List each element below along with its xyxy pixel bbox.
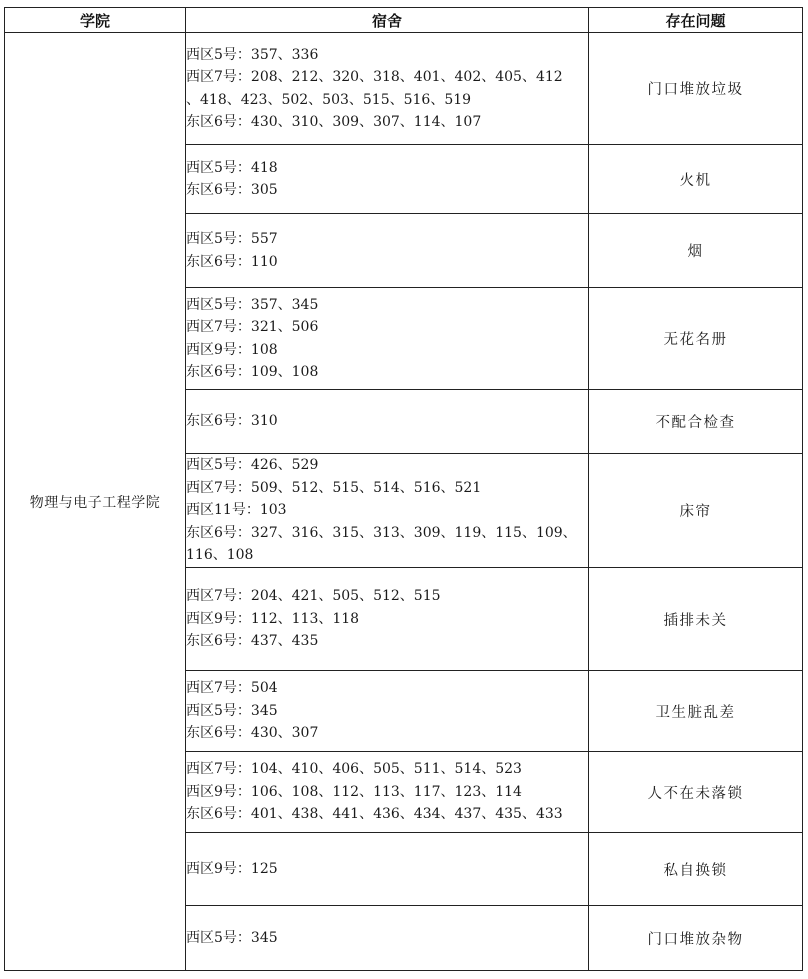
dorm-line: 西区7号：321、506 [186, 319, 319, 335]
dorm-line: 西区5号：557 [186, 231, 278, 247]
header-dorm: 宿舍 [186, 8, 589, 33]
dorm-cell [186, 390, 589, 454]
dorm-line: 、418、423、502、503、515、516、519 [186, 91, 472, 108]
dorm-line: 东区6号：430、307 [186, 725, 319, 742]
dorm-line: 西区9号：125 [186, 860, 278, 877]
dorm-line: 西区7号：204、421、505、512、515 [186, 588, 441, 605]
header-issue: 存在问题 [589, 8, 803, 33]
dorm-cell [186, 833, 589, 906]
dorm-line: 西区5号：345 [186, 929, 278, 946]
dorm-line: 东区6号：109、108 [186, 364, 319, 380]
dorm-cell [186, 288, 589, 390]
dorm-cell [186, 454, 589, 568]
dorm-line: 东区6号：401、438、441、436、434、437、435、433 [186, 806, 563, 823]
dorm-line: 东区6号：110 [186, 253, 278, 270]
issue-cell: 卫生脏乱差 [589, 671, 803, 752]
dorm-cell [186, 906, 589, 971]
dorm-line: 116、108 [186, 547, 254, 564]
dorm-cell [186, 568, 589, 671]
issue-cell: 无花名册 [589, 288, 803, 390]
dorm-cell [186, 33, 589, 145]
dorm-line: 东区6号：430、310、309、307、114、107 [186, 114, 482, 130]
college-cell: 物理与电子工程学院 [5, 33, 186, 971]
table-body [5, 33, 803, 971]
dorm-line: 西区5号：357、345 [186, 296, 319, 313]
dorm-line: 西区5号：345 [186, 702, 278, 719]
dorm-line: 东区6号：305 [186, 182, 278, 198]
dorm-line: 东区6号：437、435 [186, 633, 319, 650]
dorm-line: 西区7号：509、512、515、514、516、521 [186, 479, 482, 496]
dorm-line: 东区6号：310 [186, 413, 278, 430]
issue-cell: 床帘 [589, 454, 803, 568]
dorm-line: 西区5号：357、336 [186, 46, 319, 63]
dorm-line: 西区7号：504 [186, 680, 278, 697]
dorm-line: 西区7号：208、212、320、318、401、402、405、412 [186, 69, 563, 85]
issue-cell: 私自换锁 [589, 833, 803, 906]
dorm-line: 西区9号：108 [186, 341, 278, 358]
issue-cell: 门口堆放杂物 [589, 906, 803, 971]
issue-cell: 烟 [589, 214, 803, 288]
dorm-cell [186, 214, 589, 288]
inspection-table [4, 7, 803, 971]
dorm-line: 西区11号：103 [186, 502, 287, 519]
dorm-cell [186, 145, 589, 214]
dorm-line: 西区5号：418 [186, 159, 278, 176]
dorm-line: 西区7号：104、410、406、505、511、514、523 [186, 761, 522, 778]
issue-cell: 人不在未落锁 [589, 752, 803, 833]
dorm-line: 东区6号：327、316、315、313、309、119、115、109、 [186, 524, 577, 541]
header-college: 学院 [5, 8, 186, 33]
dorm-line: 西区5号：426、529 [186, 457, 319, 474]
issue-cell: 插排未关 [589, 568, 803, 671]
issue-cell: 不配合检查 [589, 390, 803, 454]
issue-cell: 火机 [589, 145, 803, 214]
dorm-line: 西区9号：106、108、112、113、117、123、114 [186, 783, 522, 800]
header-row [5, 8, 803, 33]
dorm-cell [186, 671, 589, 752]
dorm-cell [186, 752, 589, 833]
table-row [5, 33, 803, 145]
issue-cell: 门口堆放垃圾 [589, 33, 803, 145]
dorm-line: 西区9号：112、113、118 [186, 610, 360, 627]
